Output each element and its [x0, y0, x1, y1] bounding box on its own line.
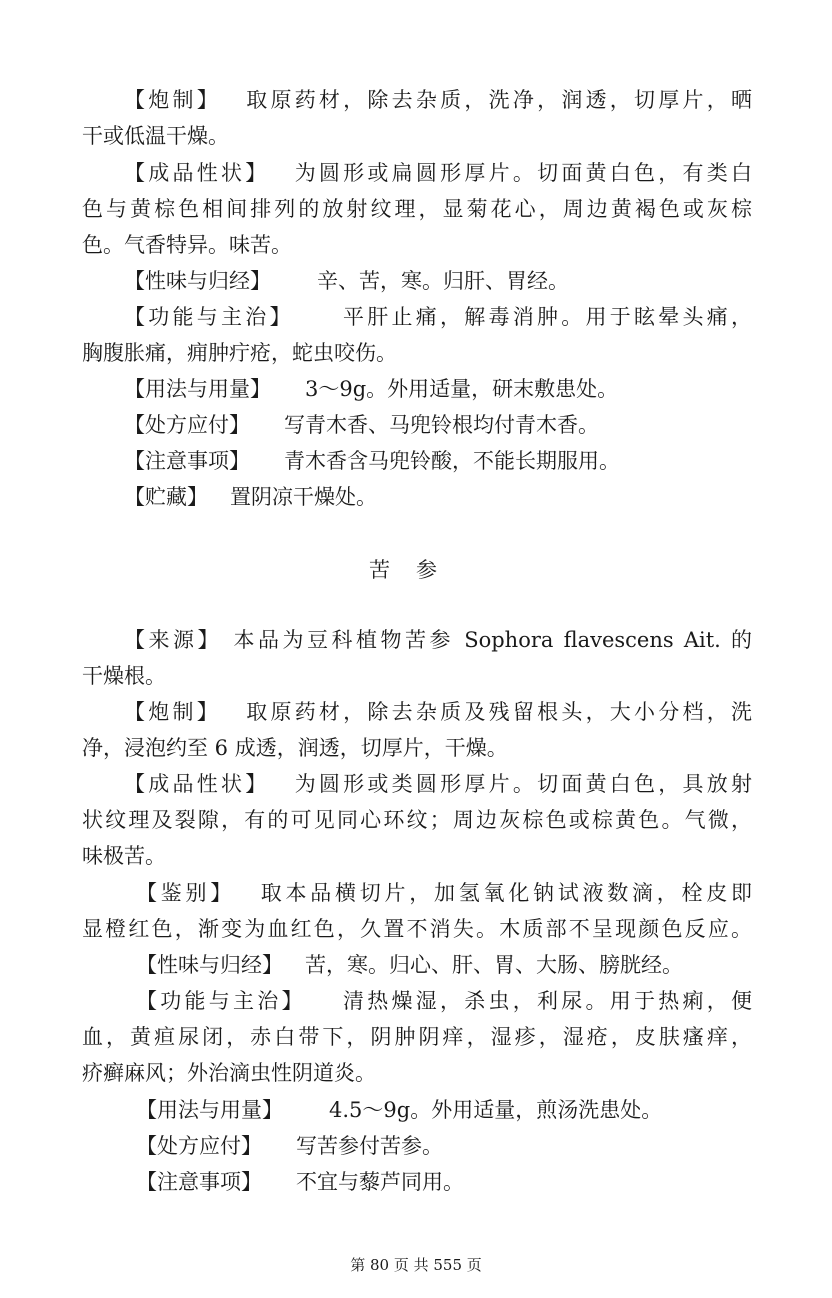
- section-title: 苦参: [369, 558, 463, 582]
- s1-zhucang-label: 【贮藏】: [124, 485, 208, 509]
- s1-gongneng-label: 【功能与主治】: [124, 305, 294, 329]
- s2-paozhi-line2: 净，浸泡约至 6 成透，润透，切厚片，干燥。: [82, 736, 508, 760]
- s1-gongneng-text1: 平肝止痛，解毒消肿。用于眩晕头痛，: [339, 305, 752, 329]
- s2-chufang-label: 【处方应付】: [136, 1134, 262, 1158]
- page-footer: 第 80 页 共 555 页: [350, 1256, 482, 1274]
- s2-xingzhuang-text1: 为圆形或类圆形厚片。切面黄白色，具放射: [291, 772, 752, 796]
- s1-zhucang-text1: 置阴凉干燥处。: [230, 485, 377, 509]
- s2-paozhi-text1: 取原药材，除去杂质及残留根头，大小分档，洗: [242, 700, 752, 724]
- s1-xingwei-text1: 辛、苦，寒。归肝、胃经。: [317, 269, 569, 293]
- s2-jianbie-line2: 显橙红色，渐变为血红色，久置不消失。木质部不呈现颜色反应。: [82, 917, 752, 941]
- s2-gongneng-line3: 疥癣麻风；外治滴虫性阴道炎。: [82, 1061, 376, 1085]
- s1-xingzhuang-label: 【成品性状】: [124, 161, 270, 185]
- s1-zhuyi-label: 【注意事项】: [124, 449, 250, 473]
- s1-zhuyi-text1: 青木香含马兜铃酸，不能长期服用。: [284, 449, 620, 473]
- s1-xingzhuang-line2: 色与黄棕色相间排列的放射纹理，显菊花心，周边黄褐色或灰棕: [82, 197, 752, 221]
- s2-chufang-line1: [136, 1128, 752, 1164]
- s2-yongfa-label: 【用法与用量】: [136, 1098, 283, 1122]
- s2-laiyuan-line2: 干燥根。: [82, 664, 166, 688]
- s1-paozhi-label: 【炮制】: [124, 88, 221, 112]
- s1-chufang-label: 【处方应付】: [124, 413, 250, 437]
- s2-laiyuan-line1: [124, 622, 752, 658]
- s2-zhuyi-text1: 不宜与藜芦同用。: [296, 1170, 464, 1194]
- s2-xingzhuang-line3: 味极苦。: [82, 844, 166, 868]
- s2-chufang-text1: 写苦参付苦参。: [296, 1134, 443, 1158]
- s2-jianbie-text1: 取本品横切片，加氢氧化钠试液数滴，栓皮即: [257, 881, 752, 905]
- s2-xingwei-label: 【性味与归经】: [136, 953, 283, 977]
- s1-gongneng-line1: [124, 299, 752, 335]
- s1-xingzhuang-line1: [124, 155, 752, 191]
- s2-gongneng-line1: [136, 983, 752, 1019]
- s1-zhucang-line1: [124, 479, 752, 515]
- s2-yongfa-line1: [136, 1092, 752, 1128]
- s2-xingwei-text1: 苦，寒。归心、肝、胃、大肠、膀胱经。: [305, 953, 683, 977]
- s1-xingwei-line1: [124, 263, 752, 299]
- s2-zhuyi-label: 【注意事项】: [136, 1170, 262, 1194]
- s1-xingzhuang-line3: 色。气香特异。味苦。: [82, 233, 292, 257]
- s2-xingwei-line1: [136, 947, 752, 983]
- s1-chufang-text1: 写青木香、马兜铃根均付青木香。: [284, 413, 599, 437]
- s1-yongfa-label: 【用法与用量】: [124, 377, 271, 401]
- s2-paozhi-label: 【炮制】: [124, 700, 221, 724]
- s1-yongfa-line1: [124, 371, 752, 407]
- s1-zhuyi-line1: [124, 443, 752, 479]
- s2-jianbie-line1: [136, 875, 752, 911]
- s1-paozhi-line2: 干或低温干燥。: [82, 124, 229, 148]
- s1-gongneng-line2: 胸腹胀痛，痈肿疔疮，蛇虫咬伤。: [82, 341, 397, 365]
- s1-paozhi-text1: 取原药材，除去杂质，洗净，润透，切厚片，晒: [242, 88, 752, 112]
- s2-gongneng-line2: 血，黄疸尿闭，赤白带下，阴肿阴痒，湿疹，湿疮，皮肤瘙痒，: [82, 1025, 752, 1049]
- s1-yongfa-text1: 3～9g。外用适量，研末敷患处。: [305, 377, 619, 401]
- s2-xingzhuang-line1: [124, 766, 752, 802]
- s1-xingzhuang-text1: 为圆形或扁圆形厚片。切面黄白色，有类白: [291, 161, 752, 185]
- s1-xingwei-label: 【性味与归经】: [124, 269, 271, 293]
- s2-yongfa-text1: 4.5～9g。外用适量，煎汤洗患处。: [329, 1098, 663, 1122]
- s2-laiyuan-label: 【来源】: [124, 628, 223, 652]
- s2-gongneng-text1: 清热燥湿，杀虫，利尿。用于热痢，便: [339, 989, 752, 1013]
- s2-gongneng-label: 【功能与主治】: [136, 989, 306, 1013]
- s1-chufang-line1: [124, 407, 752, 443]
- s2-jianbie-label: 【鉴别】: [136, 881, 235, 905]
- s2-paozhi-line1: [124, 694, 752, 730]
- s1-paozhi-line1: [124, 82, 752, 118]
- s2-zhuyi-line1: [136, 1164, 752, 1200]
- s2-xingzhuang-label: 【成品性状】: [124, 772, 270, 796]
- s2-laiyuan-text1: 本品为豆科植物苦参 Sophora flavescens Ait. 的: [230, 628, 752, 652]
- s2-xingzhuang-line2: 状纹理及裂隙，有的可见同心环纹；周边灰棕色或棕黄色。气微，: [82, 808, 752, 832]
